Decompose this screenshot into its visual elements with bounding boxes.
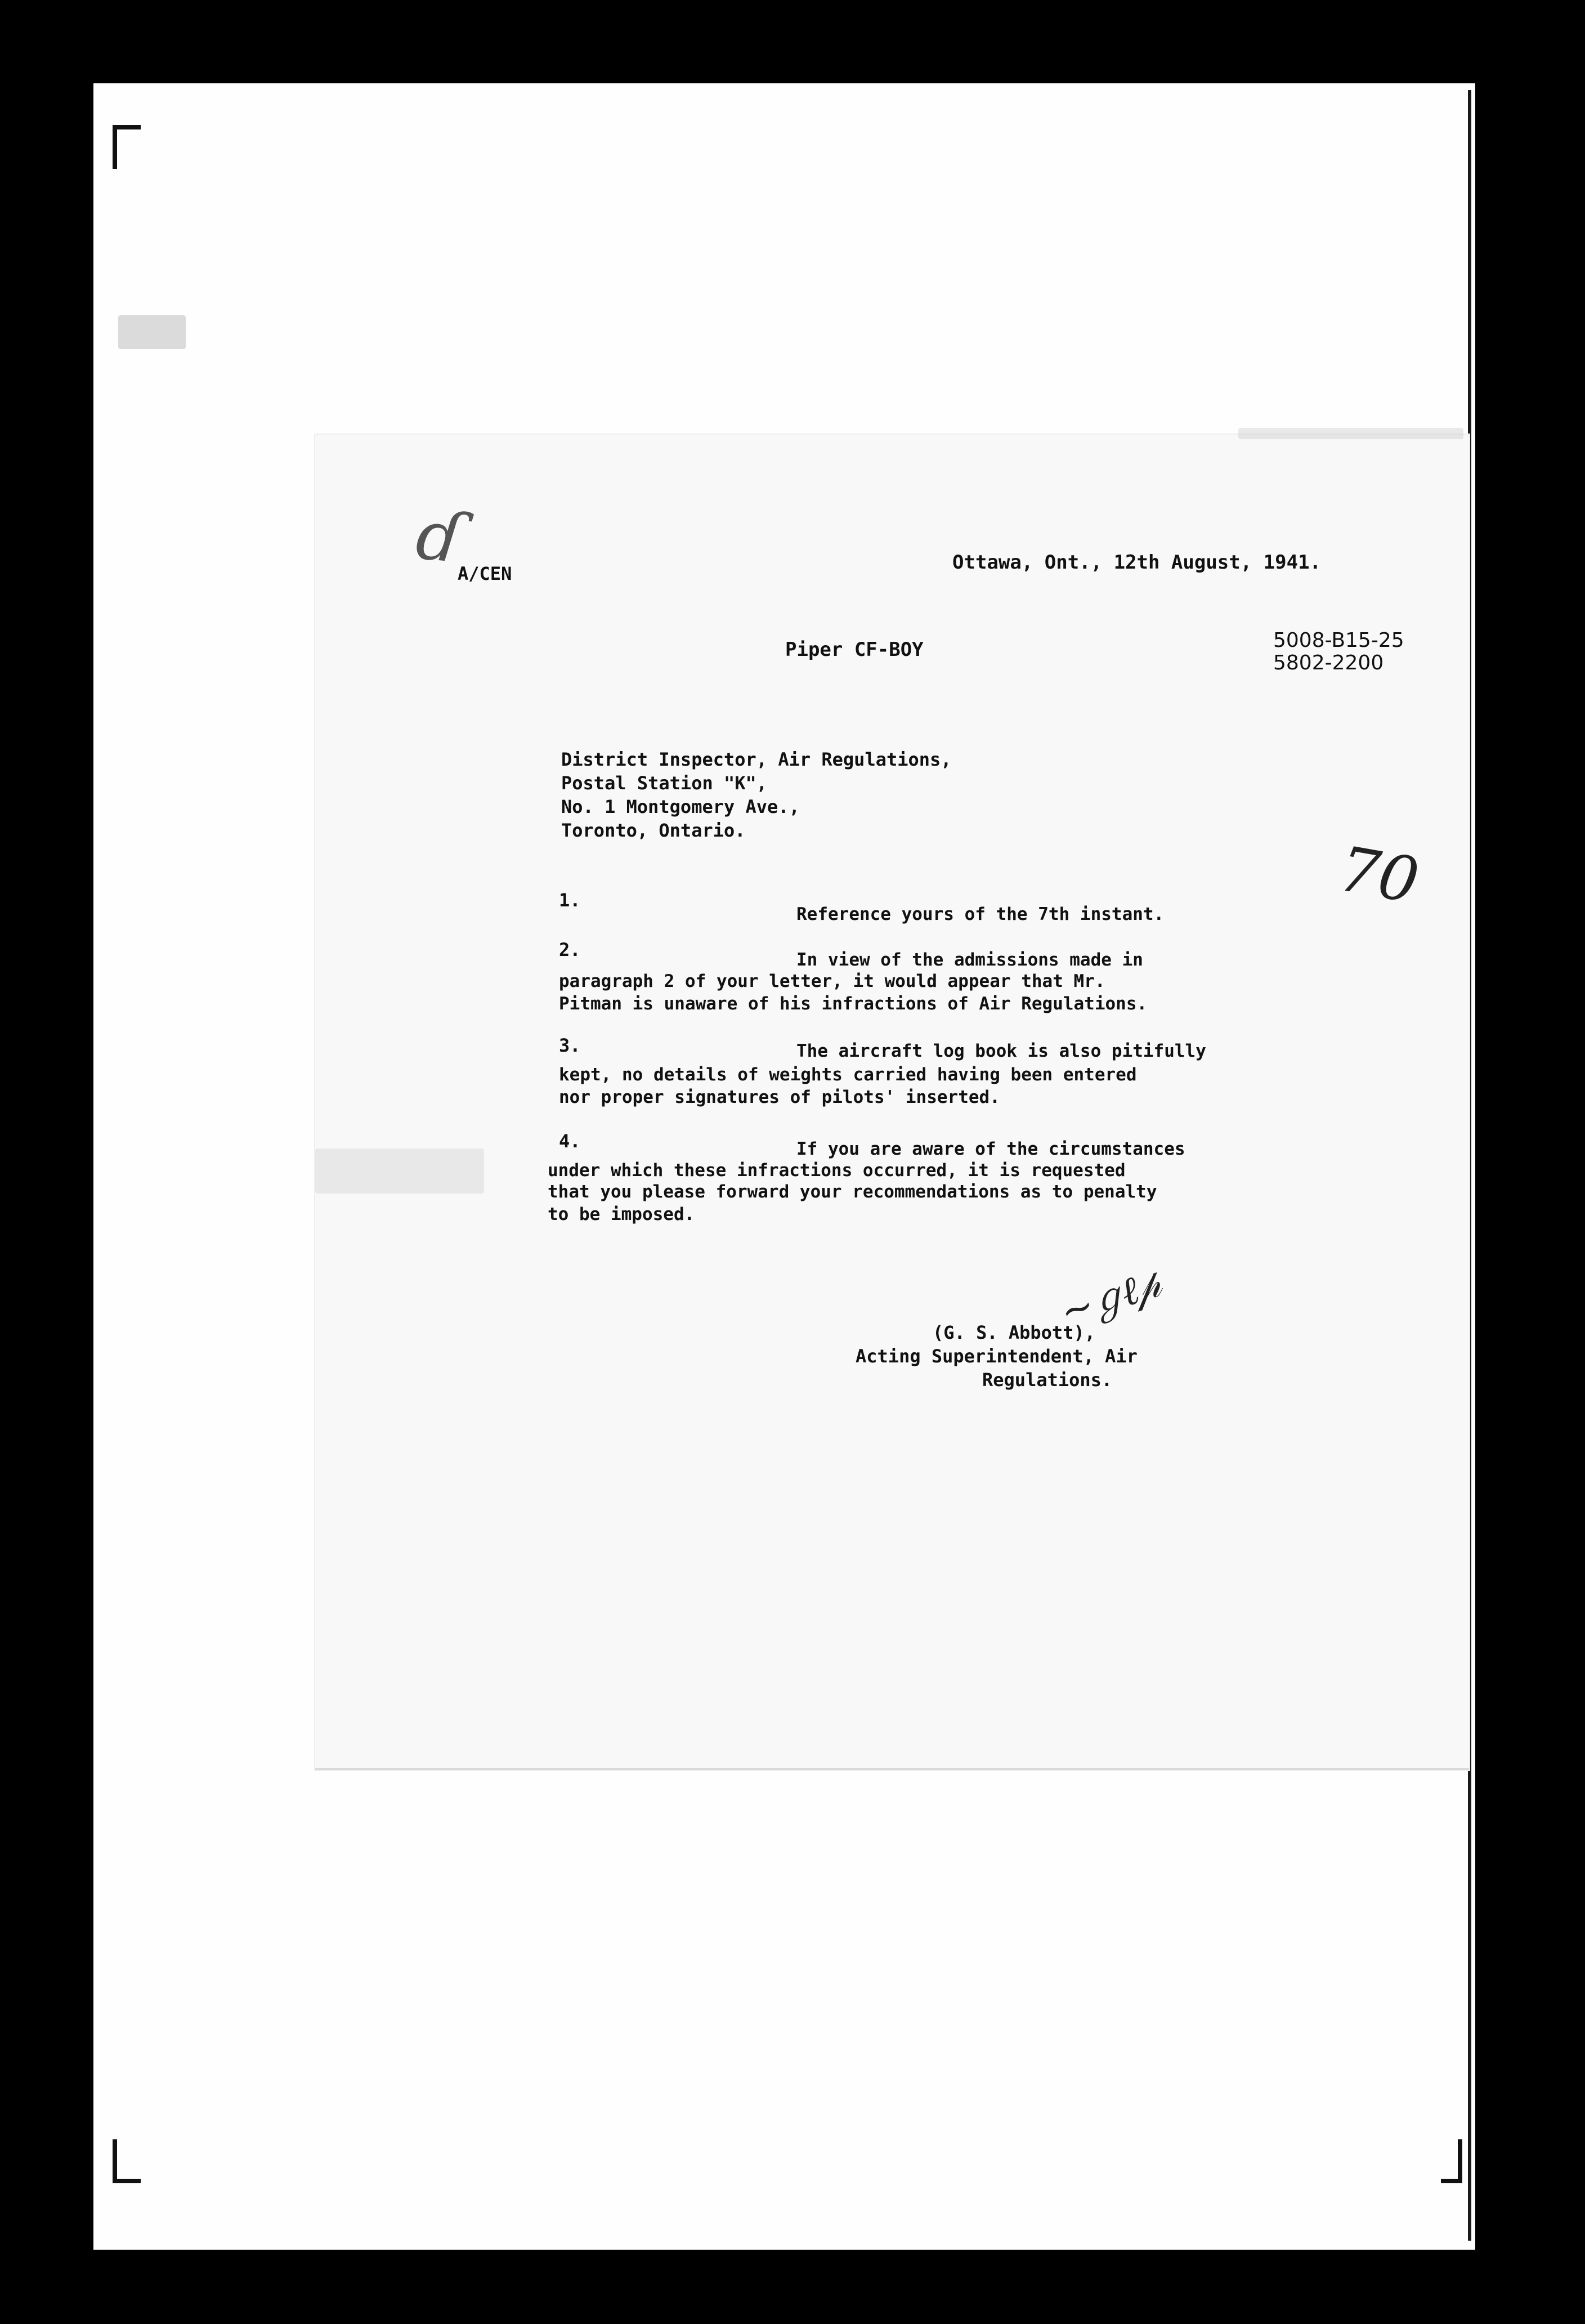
signature-title: Acting Superintendent, Air (856, 1346, 1138, 1367)
signature-initials: ~ℊℓ𝓅 (1054, 1261, 1163, 1335)
address-line: No. 1 Montgomery Ave., (561, 796, 800, 817)
smudge-mark (1238, 428, 1463, 439)
paragraph-number: 4. (559, 1130, 581, 1152)
file-number: 5008-B15-25 (1273, 629, 1404, 652)
smudge-mark (118, 315, 186, 349)
sheet-bottom-edge (315, 1768, 1469, 1770)
dateline: Ottawa, Ont., 12th August, 1941. (952, 551, 1322, 574)
smudge-mark (315, 1148, 484, 1194)
margin-pencil-mark: ɗ (412, 496, 467, 579)
subject-line: Piper CF-BOY (785, 638, 924, 661)
paragraph-line: nor proper signatures of pilots' inserted. (559, 1087, 1000, 1107)
paragraph-line: In view of the admissions made in (796, 950, 1143, 970)
address-line: Postal Station "K", (561, 772, 768, 794)
file-numbers (1273, 629, 1404, 674)
paragraph-line: Pitman is unaware of his infractions of Air Regulations. (559, 994, 1148, 1014)
address-line: Toronto, Ontario. (561, 820, 746, 841)
paragraph-number: 3. (559, 1035, 581, 1056)
paragraph-number: 2. (559, 939, 581, 960)
paragraph-number: 1. (559, 890, 581, 911)
paragraph-line: to be imposed. (548, 1204, 695, 1224)
signature-name: (G. S. Abbott), (933, 1322, 1095, 1343)
corner-mark-bottom-left (113, 2139, 141, 2183)
file-number: 5802-2200 (1273, 651, 1384, 674)
paragraph-line: If you are aware of the circumstances (796, 1139, 1185, 1159)
paragraph-line: Reference yours of the 7th instant. (796, 904, 1165, 924)
paragraph-line: paragraph 2 of your letter, it would appear that Mr. (559, 971, 1105, 991)
address-line: District Inspector, Air Regulations, (561, 749, 952, 770)
handwritten-number: 70 (1333, 832, 1425, 918)
reference-code: A/CEN (458, 563, 512, 584)
paragraph-line: kept, no details of weights carried having been entered (559, 1065, 1137, 1085)
paragraph-line: under which these infractions occurred, it is requested (548, 1160, 1126, 1181)
signature-title: Regulations. (982, 1369, 1113, 1391)
corner-mark-bottom-right (1441, 2139, 1462, 2183)
corner-mark-top-left (113, 125, 141, 169)
paragraph-line: The aircraft log book is also pitifully (796, 1041, 1206, 1061)
paragraph-line: that you please forward your recommendations as to penalty (548, 1182, 1157, 1202)
